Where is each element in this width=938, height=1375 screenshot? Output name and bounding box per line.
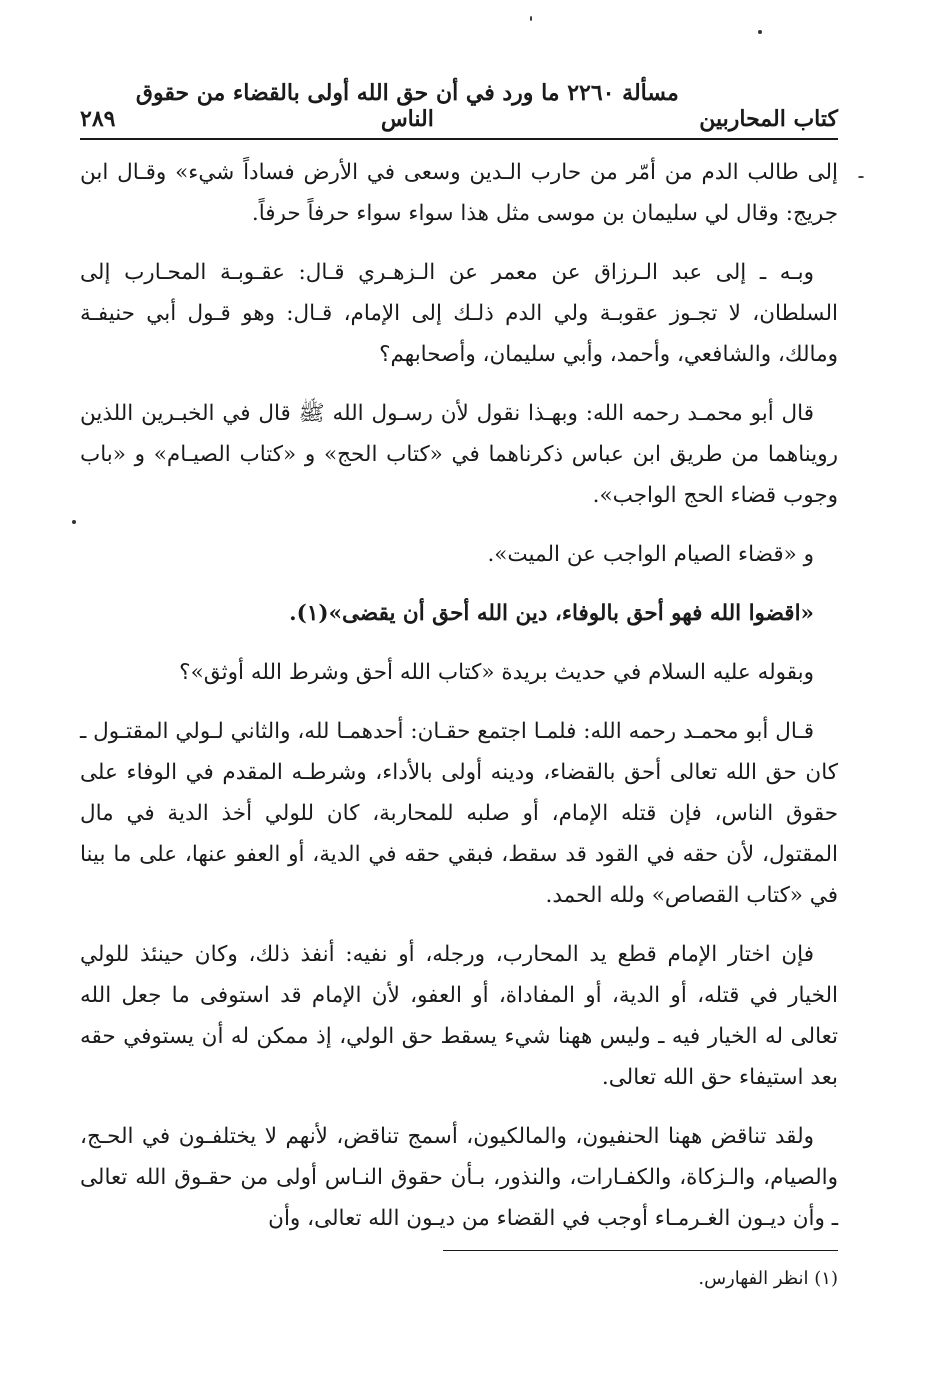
paragraph-9: ولقد تناقض ههنا الحنفيون، والمالكيون، أسمج تناقض، لأنهم لا يختلفـون في الحـج، والصيام، والـزكاة، والكفـارات، والنذور، بـأن حقوق النـاس أولى من حقـوق الله تعالى ـ وأن ديـون الغـرمـاء أوجب في القضاء من ديـون الله تعالى، وأن: [80, 1124, 838, 1231]
book-page: [80, 0, 838, 1375]
footnote-divider: [443, 1250, 838, 1251]
paragraph-1: إلى طالب الدم من أمّر من حارب الـدين وسعى في الأرض فساداً شيء» وقـال ابن جريج: وقال لي سليمان بن موسى مثل هذا سواء سواء حرفاً حرفاً.: [80, 160, 838, 226]
paragraph-6: وبقوله عليه السلام في حديث بريدة «كتاب الله أحق وشرط الله أوثق»؟: [179, 660, 814, 685]
paragraph-3: قال أبو محمـد رحمه الله: وبهـذا نقول لأن رسـول الله ﷺ قال في الخبـرين اللذين رويناهما من طريق ابن عباس ذكرناهما في «كتاب الحج» و «كتاب الصيـام» و «باب وجوب قضاء الحج الواجب».: [80, 401, 838, 508]
page-number: ٢٨٩: [80, 106, 116, 132]
page-body: [80, 152, 838, 1257]
footnote: (١) انظر الفهارس.: [698, 1268, 838, 1289]
scan-speck: [858, 176, 864, 178]
hadith-quote: «اقضوا الله فهو أحق بالوفاء، دين الله أحق أن يقضى»(١).: [289, 601, 814, 626]
paragraph-2: وبـه ـ إلى عبد الـرزاق عن معمر عن الـزهـري قـال: عقـوبـة المحـارب إلى السلطان، لا تجـوز عقوبـة ولي الدم ذلـك إلى الإمام، قـال: وهو قـول أبي حنيفـة ومالك، والشافعي، وأحمد، وأبي سليمان، وأصحابهم؟: [80, 260, 838, 367]
paragraph-4: و «قضاء الصيام الواجب عن الميت».: [487, 542, 814, 567]
scan-speck: [758, 30, 762, 34]
running-header: [80, 80, 838, 140]
book-title: كتاب المحاربين: [699, 106, 838, 132]
scan-speck: [530, 16, 532, 21]
issue-title: مسألة ٢٢٦٠ ما ورد في أن حق الله أولى بالقضاء من حقوق الناس: [135, 80, 679, 132]
paragraph-8: فإن اختار الإمام قطع يد المحارب، ورجله، أو نفيه: أنفذ ذلك، وكان حينئذ للولي الخيار في قتله، أو الدية، أو المفاداة، أو العفو، لأن الإمام قد استوفى ما جعل الله تعالى له الخيار فيه ـ وليس ههنا شيء يسقط حق الولي، إذ ممكن له أن يستوفي حقه بعد استيفاء حق الله تعالى.: [80, 942, 838, 1090]
scan-speck: [72, 520, 76, 524]
paragraph-7: قـال أبو محمـد رحمه الله: فلمـا اجتمع حقـان: أحدهمـا لله، والثاني لـولي المقتـول ـ كان حق الله تعالى أحق بالقضاء، ودينه أولى بالأداء، وشرطـه المقدم في الوفاء على حقوق الناس، فإن قتله الإمام، أو صلبه للمحاربة، كان للولي أخذ الدية في مال المقتول، لأن حقه في القود قد سقط، فبقي حقه في الدية، أو العفو عنها، على ما بينا في «كتاب القصاص» ولله الحمد.: [80, 719, 838, 908]
